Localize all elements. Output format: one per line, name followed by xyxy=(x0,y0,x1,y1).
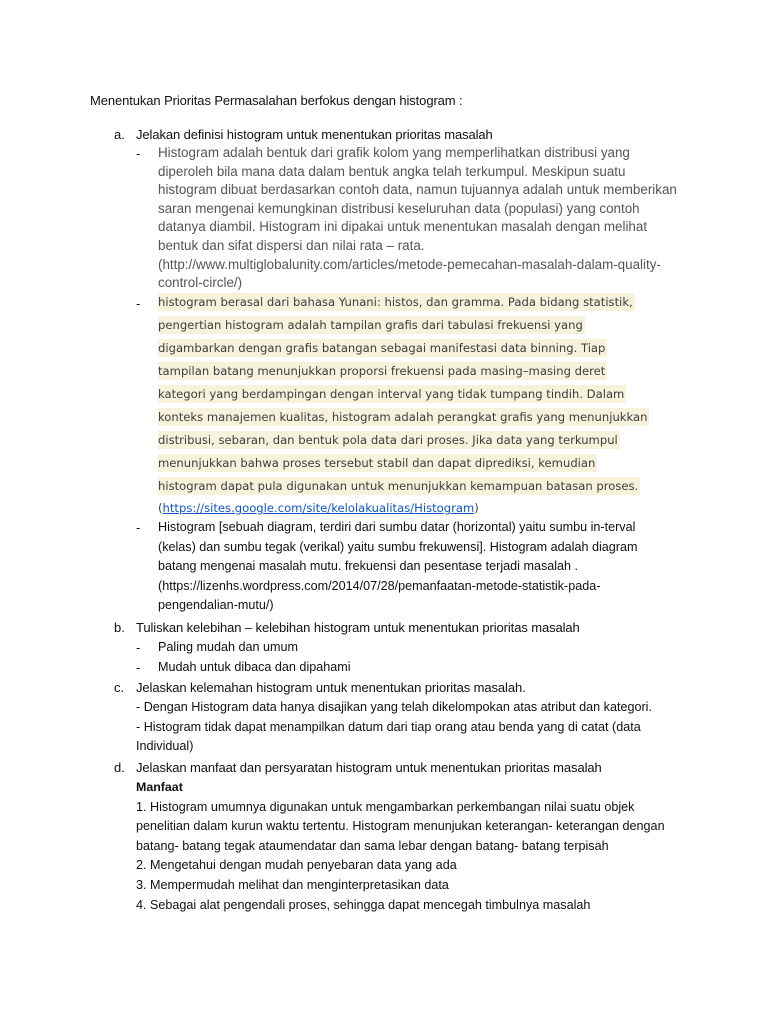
text-line: 4. Sebagai alat pengendali proses, sehingga dapat mencegah timbulnya masalah xyxy=(136,897,591,912)
highlighted-line: histogram dapat pula digunakan untuk menunjukkan kemampuan batasan proses. xyxy=(158,479,639,493)
link-open-paren: ( xyxy=(158,501,163,515)
text-line: Mudah untuk dibaca dan dipahami xyxy=(158,660,351,674)
text-line: 3. Mempermudah melihat dan menginterpretasikan data xyxy=(136,877,449,892)
section-d-text xyxy=(136,778,696,915)
section-a-marker: a. xyxy=(114,127,125,142)
section-c-title: Jelaskan kelemahan histogram untuk menentukan prioritas masalah. xyxy=(136,680,526,695)
section-b-item1-dash: - xyxy=(136,640,141,655)
text-line: bentuk dan sifat dispersi dan nilai rata – rata. xyxy=(158,237,425,253)
section-b-title: Tuliskan kelebihan – kelebihan histogram untuk menentukan prioritas masalah xyxy=(136,620,580,635)
section-a-title: Jelakan definisi histogram untuk menentukan prioritas masalah xyxy=(136,127,493,142)
section-d-marker: d. xyxy=(114,760,125,775)
highlighted-line: digambarkan dengan grafis batangan sebagai manifestasi data binning. Tiap xyxy=(158,341,606,355)
text-line: Individual) xyxy=(136,739,194,754)
highlighted-line: tampilan batang menunjukkan proporsi frekuensi pada masing–masing deret xyxy=(158,364,606,378)
highlighted-line: konteks manajemen kualitas, histogram adalah perangkat grafis yang menunjukkan xyxy=(158,410,648,424)
text-line: batang- batang tegak ataumendatar dan sama lebar dengan batang- batang terpisah xyxy=(136,838,609,853)
text-line: histogram dibuat berdasarkan contoh data, namun tujuannya adalah untuk memberikan xyxy=(158,182,677,198)
text-line: (kelas) dan sumbu tegak (verikal) yaitu sumbu frekuwensi]. Histogram adalah diagram xyxy=(158,539,638,554)
text-line: - Histogram tidak dapat menampilkan datum dari tiap orang atau benda yang di catat (data xyxy=(136,719,641,734)
section-a-item3-text xyxy=(158,518,678,616)
text-line: diperoleh bila mana data dalam bentuk angka telah terkumpul. Meskipun suatu xyxy=(158,163,626,179)
highlighted-line: histogram berasal dari bahasa Yunani: histos, dan gramma. Pada bidang statistik, xyxy=(158,295,633,309)
section-b-marker: b. xyxy=(114,620,125,635)
text-line: - Dengan Histogram data hanya disajikan yang telah dikelompokan atas atribut dan kategori. xyxy=(136,700,652,714)
section-a-item1-text xyxy=(158,144,678,293)
text-line: penelitian dalam kurun waktu tertentu. Histogram menunjukan keterangan- keterangan dengan xyxy=(136,819,665,834)
text-line: pengendalian-mutu/) xyxy=(158,598,274,613)
source-link[interactable]: https://sites.google.com/site/kelolakualitas/Histogram xyxy=(162,501,475,515)
section-a-item2-dash: - xyxy=(136,296,141,311)
text-line: 2. Mengetahui dengan mudah penyebaran data yang ada xyxy=(136,858,457,873)
highlighted-line: pengertian histogram adalah tampilan grafis dari tabulasi frekuensi yang xyxy=(158,318,583,332)
text-line: 1. Histogram umumnya digunakan untuk mengambarkan perkembangan nilai suatu objek xyxy=(136,799,635,814)
highlighted-line: distribusi, sebaran, dan bentuk pola data dari proses. Jika data yang terkumpul xyxy=(158,433,618,447)
highlighted-line: menunjukkan bahwa proses tersebut stabil dan dapat diprediksi, kemudian xyxy=(158,456,596,470)
source-link-line xyxy=(158,499,481,517)
text-line: Paling mudah dan umum xyxy=(158,640,299,654)
section-b-item2-text xyxy=(158,658,678,678)
text-line: Histogram adalah bentuk dari grafik kolom yang memperlihatkan distribusi yang xyxy=(158,145,630,160)
text-line: datanya diambil. Histogram ini dipakai untuk menentukan masalah dengan melihat xyxy=(158,219,648,235)
text-line: saran mengenai kemungkinan distribusi keseluruhan data (populasi) yang contoh xyxy=(158,200,640,216)
section-a-item1-dash: - xyxy=(136,146,141,161)
section-c-text xyxy=(136,698,696,757)
text-line: (http://www.multiglobalunity.com/articles/metode-pemecahan-masalah-dalam-quality- xyxy=(158,256,661,272)
highlighted-line: kategori yang berdampingan dengan interval yang tidak tumpang tindih. Dalam xyxy=(158,387,625,401)
text-line: (https://lizenhs.wordpress.com/2014/07/28/pemanfaatan-metode-statistik-pada- xyxy=(158,578,601,593)
text-line: batang mengenai masalah mutu. frekuensi dan pesentase terjadi masalah . xyxy=(158,559,579,574)
text-line: Histogram [sebuah diagram, terdiri dari sumbu datar (horizontal) yaitu sumbu in-terval xyxy=(158,520,636,534)
document-heading: Menentukan Prioritas Permasalahan berfokus dengan histogram : xyxy=(90,93,463,108)
section-d-title: Jelaskan manfaat dan persyaratan histogram untuk menentukan prioritas masalah xyxy=(136,760,602,775)
link-close-paren: ) xyxy=(474,501,479,515)
section-b-item2-dash: - xyxy=(136,660,141,675)
section-a-item3-dash: - xyxy=(136,520,141,535)
section-b-item1-text xyxy=(158,638,678,658)
section-c-marker: c. xyxy=(114,680,125,695)
section-d-subtitle: Manfaat xyxy=(136,780,183,794)
text-line: control-circle/) xyxy=(158,275,243,291)
